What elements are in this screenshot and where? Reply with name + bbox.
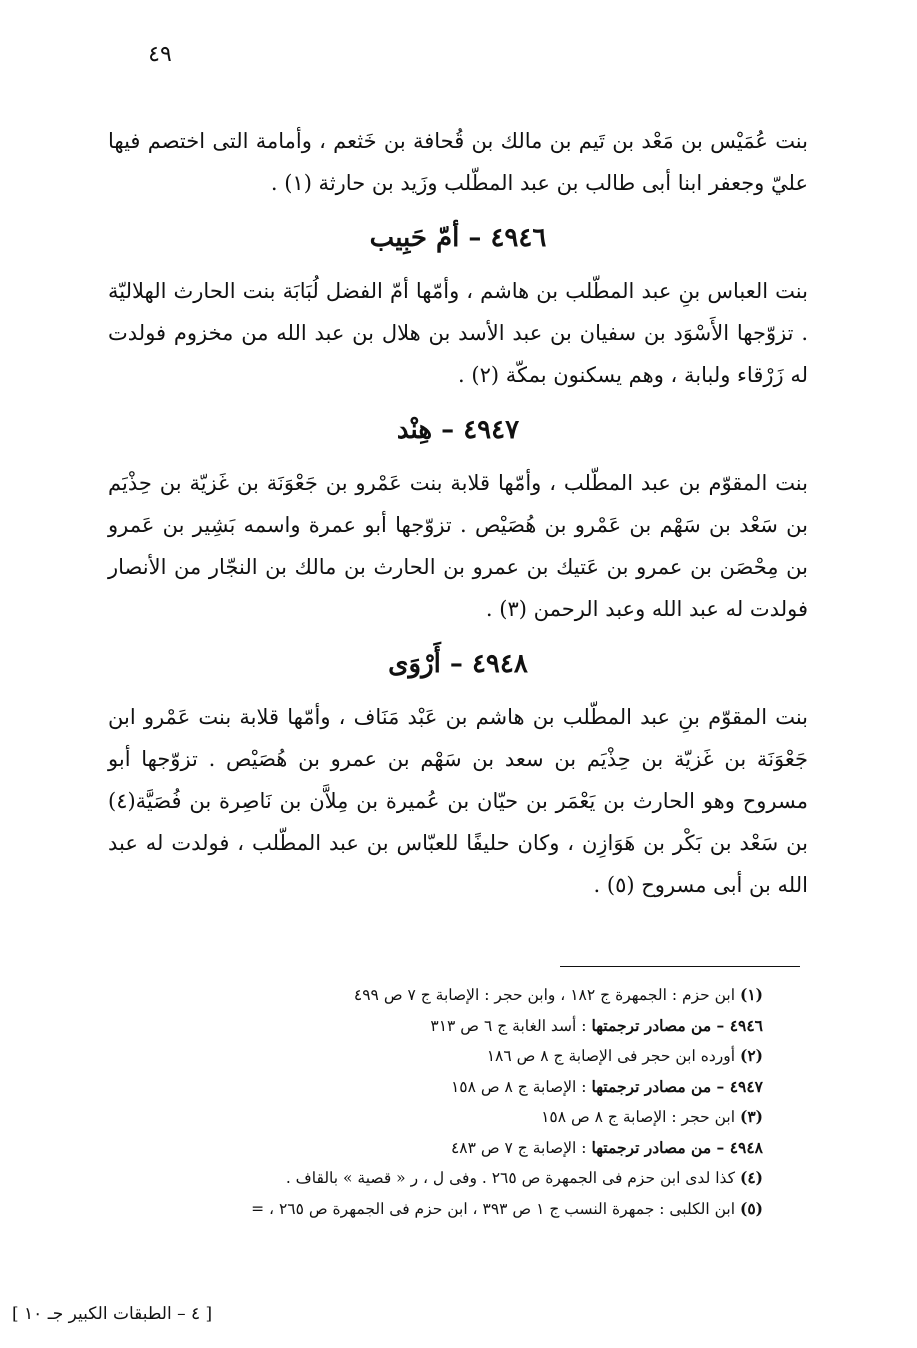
footnote-5 — [108, 1194, 763, 1225]
footnote-text: ابن حزم : الجمهرة ج ١٨٢ ، وابن حجر : الإصابة ج ٧ ص ٤٩٩ — [353, 986, 736, 1004]
paragraph-intro: بنت عُمَيْس بن مَعْد بن تَيم بن مالك بن قُحافة بن خَثعم ، وأمامة التى اختصم فيها عليّ وجعفر ابنا أبى طالب بن عبد المطّلب وزَيد بن حارثة (١) . — [108, 129, 808, 195]
footnote-1 — [108, 980, 763, 1011]
sources-marker: ٤٩٤٨ – من مصادر ترجمتها — [591, 1137, 763, 1157]
sources-4947 — [108, 1072, 763, 1103]
sources-text: : الإصابة ج ٧ ص ٤٨٣ — [450, 1138, 592, 1157]
page-number: ٤٩ — [148, 42, 172, 67]
sources-marker: ٤٩٤٧ – من مصادر ترجمتها — [591, 1076, 763, 1096]
footnote-marker: (٤) — [739, 1168, 763, 1187]
paragraph-4946: بنت العباس بنِ عبد المطّلب بن هاشم ، وأمّها أمّ الفضل لُبَابَة بنت الحارث الهلاليّة . تزوّجها الأَسْوَد بن سفيان بن عبد الأسد بن هلال بن عبد الله من مخزوم فولدت له زَرْقاء ولبابة ، وهم يسكنون بمكّة (٢) . — [108, 279, 808, 387]
sources-text: : أسد الغابة ج ٦ ص ٣١٣ — [430, 1016, 592, 1035]
footnote-text: ابن حجر : الإصابة ج ٨ ص ١٥٨ — [541, 1108, 736, 1126]
sources-text: : الإصابة ج ٨ ص ١٥٨ — [450, 1077, 592, 1096]
paragraph-4947: بنت المقوّم بن عبد المطّلب ، وأمّها قلابة بنت عَمْرو بن جَعْوَنَة بن غَزيّة بن حِذْيَم بن سَعْد بن سَهْم بن عَمْرو بن هُصَيْص . تزوّجها أبو عمرة واسمه بَشِير بن عَمرو بن مِحْصَن بن عمرو بن عَتيك بن عمرو بن الحارث بن مالك بن النجّار من الأنصار فولدت له عبد الله وعبد الرحمن (٣) . — [108, 471, 808, 621]
footnote-marker: (١) — [739, 985, 763, 1004]
printer-signature: [ ٤ – الطبقات الكبير جـ ١٠ ] — [12, 1304, 213, 1324]
footnote-4 — [108, 1163, 763, 1194]
footnote-marker: (٢) — [739, 1046, 763, 1065]
footnote-marker: (٣) — [739, 1107, 763, 1126]
footnote-text: ابن الكلبى : جمهرة النسب ج ١ ص ٣٩٣ ، ابن حزم فى الجمهرة ص ٢٦٥ ، = — [251, 1199, 736, 1218]
footnote-3 — [108, 1102, 763, 1133]
main-text — [108, 120, 808, 922]
paragraph-4948: بنت المقوّم بنِ عبد المطّلب بن هاشم بن عَبْد مَنَاف ، وأمّها قلابة بنت عَمْرو ابن جَعْوَنَة بن غَزيّة بن حِذْيَم بن سعد بن سَهْم بن عمرو بن هُصَيْص . تزوّجها أبو مسروح وهو الحارث بن يَعْمَر بن حيّان بن عُميرة بن مِلاَّن بن نَاصِرة بن فُصَيَّة(٤) بن سَعْد بن بَكْر بن هَوَازِن ، وكان حليفًا للعبّاس بن عبد المطّلب ، فولدت له عبد الله بن أبى مسروح (٥) . — [108, 705, 808, 897]
entry-heading-4947: ٤٩٤٧ – هِنْد — [396, 415, 520, 445]
footnote-marker: (٥) — [739, 1198, 763, 1218]
footnote-text: كذا لدى ابن حزم فى الجمهرة ص ٢٦٥ . وفى ل ، ر « قصية » بالقاف . — [285, 1169, 736, 1187]
sources-marker: ٤٩٤٦ – من مصادر ترجمتها — [591, 1015, 763, 1035]
footnote-divider — [560, 966, 800, 967]
footnote-text: أورده ابن حجر فى الإصابة ج ٨ ص ١٨٦ — [486, 1047, 736, 1065]
footnotes-list — [108, 980, 763, 1224]
entry-heading-4948: ٤٩٤٨ – أَرْوَى — [388, 649, 528, 679]
sources-4948 — [108, 1133, 763, 1164]
footnote-2 — [108, 1041, 763, 1072]
entry-heading-4946: ٤٩٤٦ – أمّ حَبِيب — [369, 223, 547, 253]
sources-4946 — [108, 1011, 763, 1042]
